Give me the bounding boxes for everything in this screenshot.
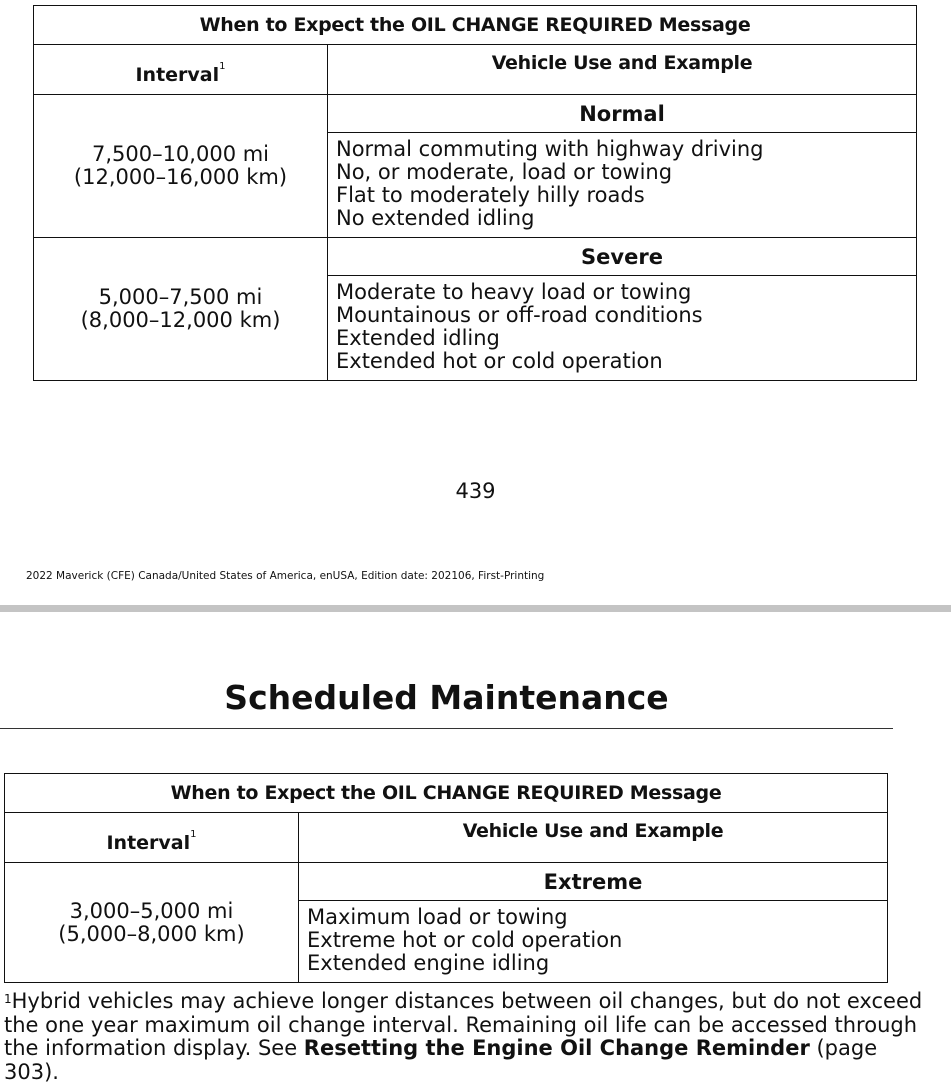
interval-severe [34, 238, 328, 381]
edition-footer: 2022 Maverick (CFE) Canada/United States of America, enUSA, Edition date: 202106, First-Printing [26, 570, 545, 582]
section-heading: Scheduled Maintenance [224, 678, 669, 717]
interval-miles: 5,000–7,500 mi [98, 285, 263, 309]
uses-extreme [299, 901, 888, 983]
list-item: Normal commuting with highway driving [336, 137, 764, 161]
list-item: Extended hot or cold operation [336, 349, 663, 373]
footnote-marker: 1 [190, 829, 197, 840]
category-severe: Severe [328, 238, 917, 276]
footnote-text: Hybrid vehicles may achieve longer distances between oil changes, but do not exceed the one year maximum oil change interval. Remaining oil life can be accessed through the information display. See [4, 989, 923, 1060]
list-item: Extended idling [336, 326, 500, 350]
uses-severe [328, 276, 917, 381]
list-item: Extreme hot or cold operation [307, 928, 623, 952]
column-header-vehicle-use: Vehicle Use and Example [299, 813, 888, 863]
interval-kilometers: (5,000–8,000 km) [58, 921, 245, 946]
list-item: No extended idling [336, 206, 535, 230]
interval-miles: 7,500–10,000 mi [91, 142, 270, 166]
column-header-interval-label: Interval [106, 832, 191, 854]
cross-reference-link[interactable]: Resetting the Engine Oil Change Reminder [303, 1036, 810, 1060]
column-header-vehicle-use: Vehicle Use and Example [328, 45, 917, 95]
list-item: Flat to moderately hilly roads [336, 183, 645, 207]
footnote-marker: 1 [219, 61, 226, 72]
list-item: Mountainous or off-road conditions [336, 303, 703, 327]
column-header-interval [5, 813, 299, 863]
interval-extreme [5, 863, 299, 983]
interval-kilometers: (8,000–12,000 km) [80, 308, 281, 332]
page-separator [0, 605, 951, 612]
table-title: When to Expect the OIL CHANGE REQUIRED Message [34, 6, 917, 45]
interval-kilometers: (12,000–16,000 km) [73, 165, 288, 189]
footnote-page-ref: (page 303). [4, 1036, 878, 1084]
column-header-interval [34, 45, 328, 95]
table-title: When to Expect the OIL CHANGE REQUIRED Message [5, 774, 888, 813]
list-item: Extended engine idling [307, 951, 550, 975]
oil-change-table-bottom [4, 773, 888, 983]
column-header-interval-label: Interval [135, 64, 220, 86]
page-number: 439 [455, 479, 496, 503]
footnote [4, 990, 934, 1084]
oil-change-table-top [33, 5, 917, 381]
heading-rule [0, 728, 893, 729]
interval-normal [34, 95, 328, 238]
list-item: No, or moderate, load or towing [336, 160, 673, 184]
uses-normal [328, 133, 917, 238]
category-normal: Normal [328, 95, 917, 133]
list-item: Moderate to heavy load or towing [336, 280, 692, 304]
footnote-marker: 1 [4, 992, 12, 1006]
list-item: Maximum load or towing [307, 905, 568, 929]
interval-miles: 3,000–5,000 mi [69, 898, 234, 923]
category-extreme: Extreme [299, 863, 888, 901]
